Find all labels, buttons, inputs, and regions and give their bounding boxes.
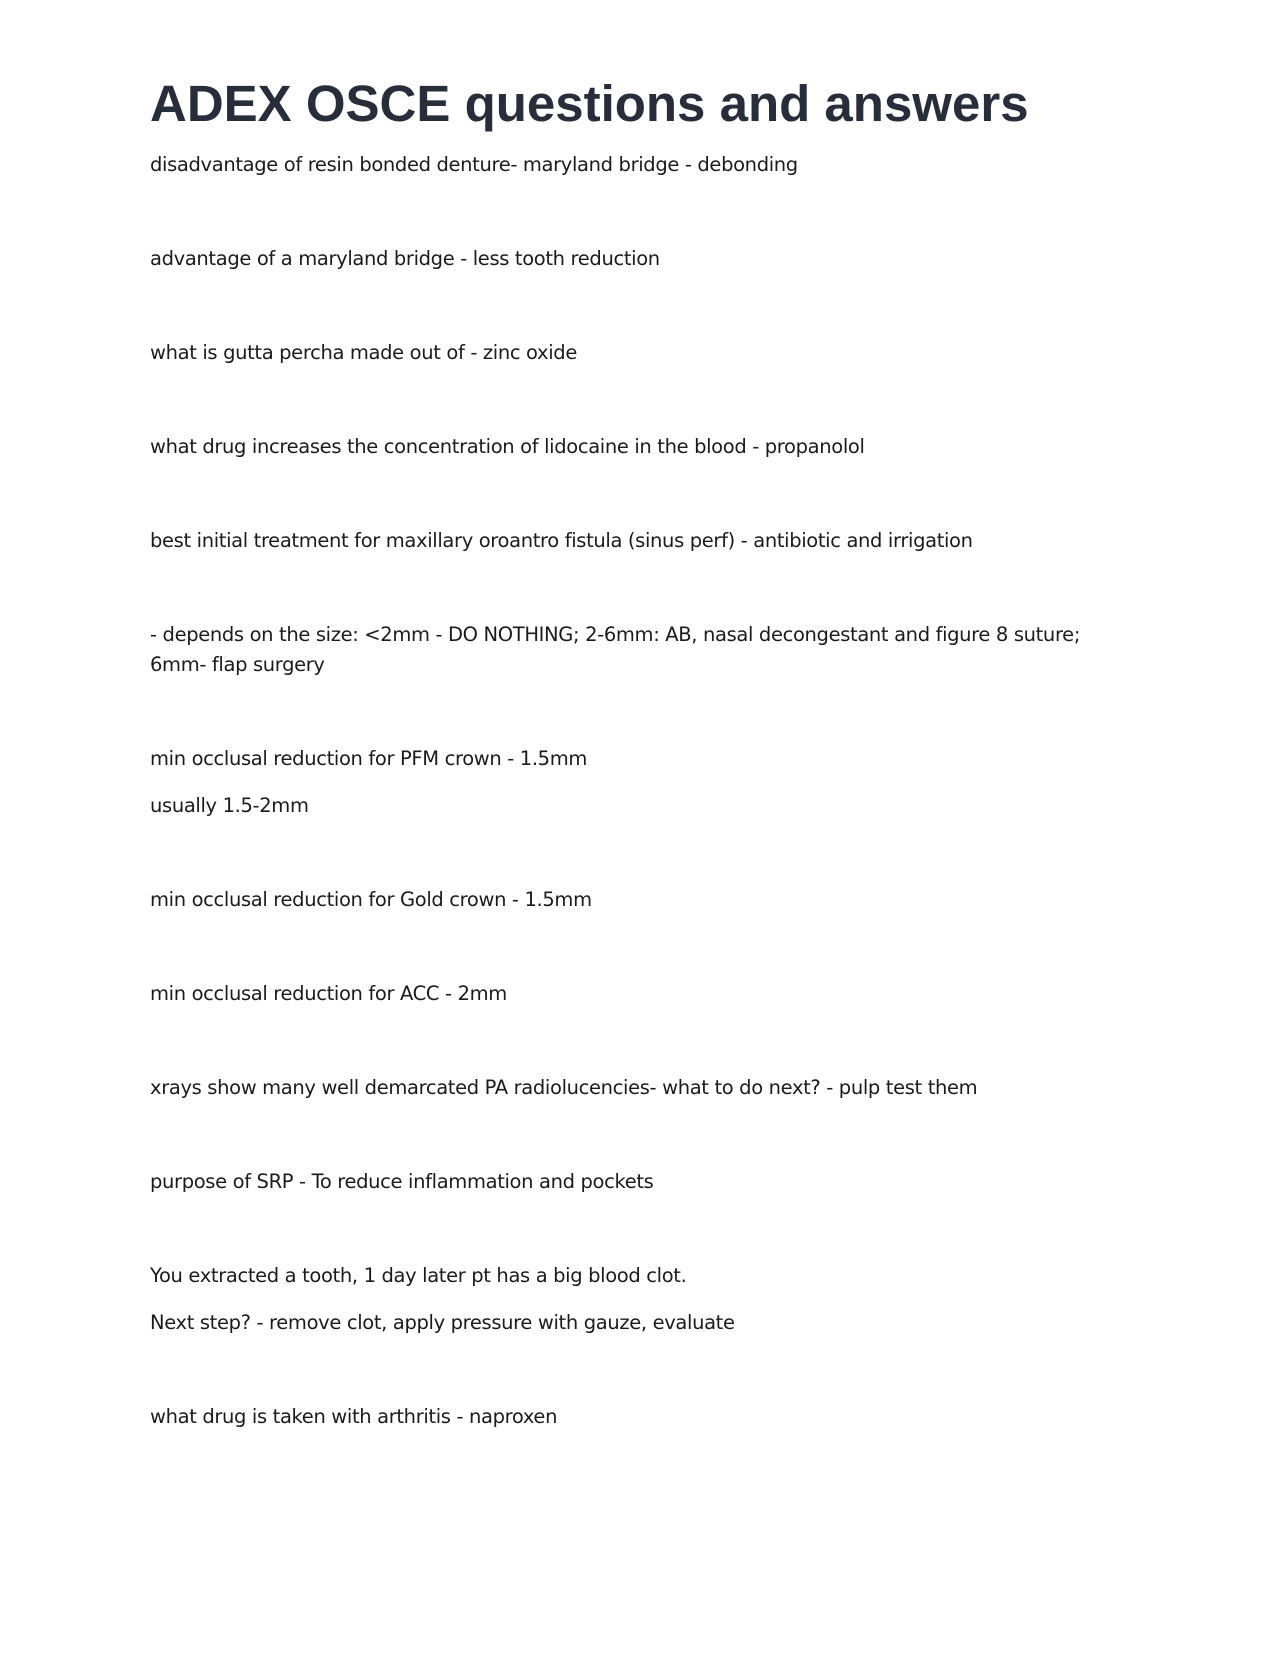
page-title: ADEX OSCE questions and answers xyxy=(150,75,1029,132)
qa-item xyxy=(150,1073,1130,1103)
qa-text-continued: usually 1.5-2mm xyxy=(150,794,309,817)
qa-text: xrays show many well demarcated PA radiolucencies- what to do next? - pulp test them xyxy=(150,1076,978,1099)
qa-text: best initial treatment for maxillary oroantro fistula (sinus perf) - antibiotic and irrigation xyxy=(150,529,973,552)
qa-text: min occlusal reduction for PFM crown - 1.5mm xyxy=(150,747,588,770)
qa-item xyxy=(150,979,1130,1009)
qa-item xyxy=(150,1402,1130,1432)
qa-text: what is gutta percha made out of - zinc oxide xyxy=(150,341,577,364)
qa-text: - depends on the size: <2mm - DO NOTHING; 2-6mm: AB, nasal decongestant and figure 8 suture; 6mm- flap surgery xyxy=(150,623,1081,676)
qa-text: disadvantage of resin bonded denture- maryland bridge - debonding xyxy=(150,153,798,176)
qa-item xyxy=(150,526,1130,556)
qa-text: advantage of a maryland bridge - less tooth reduction xyxy=(150,247,660,270)
qa-text: purpose of SRP - To reduce inflammation and pockets xyxy=(150,1170,654,1193)
qa-text: what drug increases the concentration of lidocaine in the blood - propanolol xyxy=(150,435,865,458)
qa-item xyxy=(150,1261,1130,1338)
qa-item xyxy=(150,885,1130,915)
qa-text: min occlusal reduction for Gold crown - 1.5mm xyxy=(150,888,592,911)
qa-item xyxy=(150,432,1130,462)
qa-text: min occlusal reduction for ACC - 2mm xyxy=(150,982,507,1005)
qa-item xyxy=(150,1167,1130,1197)
qa-item xyxy=(150,244,1130,274)
qa-item xyxy=(150,338,1130,368)
qa-list xyxy=(150,150,1130,1432)
qa-item xyxy=(150,150,1130,180)
qa-item xyxy=(150,620,1130,680)
qa-item xyxy=(150,744,1130,821)
qa-text: what drug is taken with arthritis - naproxen xyxy=(150,1405,558,1428)
document-page xyxy=(150,70,1130,1496)
qa-text-continued: Next step? - remove clot, apply pressure with gauze, evaluate xyxy=(150,1311,735,1334)
qa-text: You extracted a tooth, 1 day later pt has a big blood clot. xyxy=(150,1264,687,1287)
